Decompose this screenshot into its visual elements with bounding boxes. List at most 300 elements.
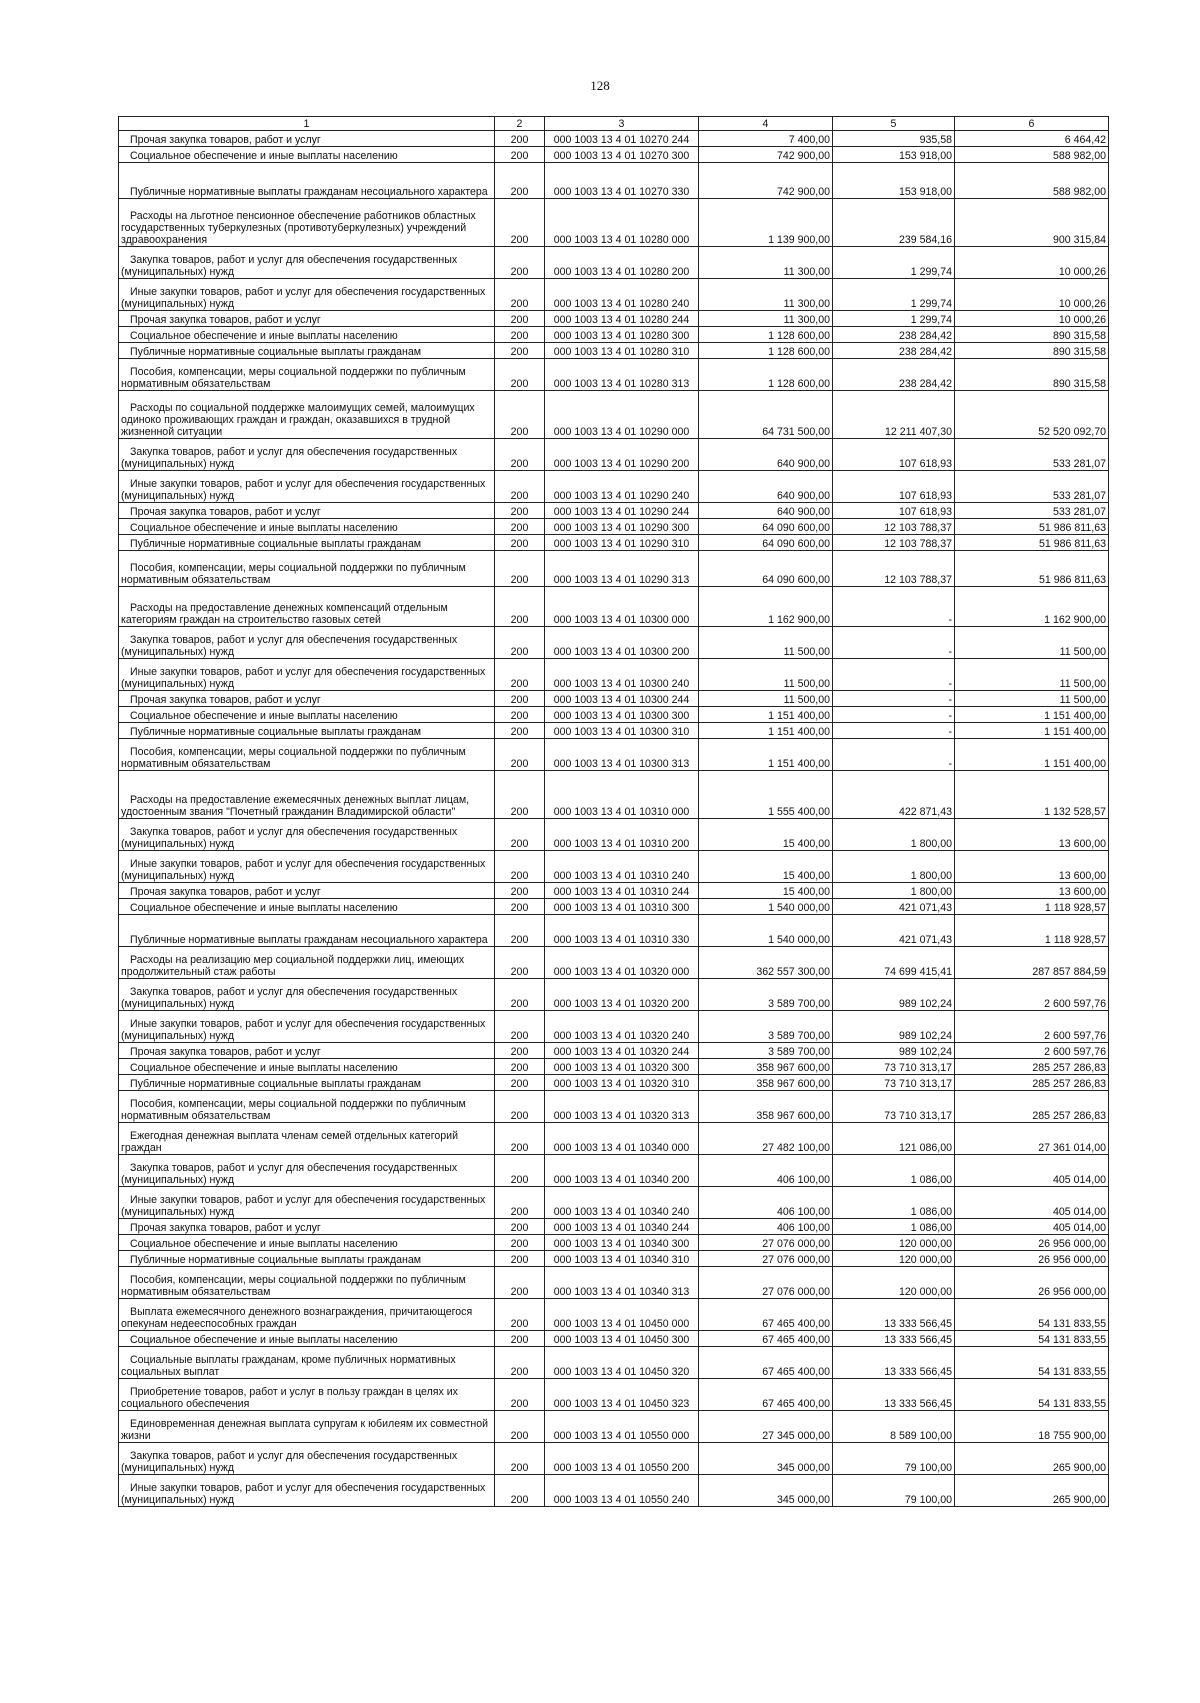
expense-name-cell xyxy=(119,883,495,899)
approved-amount-cell: 11 300,00 xyxy=(699,247,833,279)
table-row xyxy=(119,1331,1109,1347)
remaining-amount-cell: 54 131 833,55 xyxy=(955,1347,1109,1379)
line-code-cell: 200 xyxy=(495,1443,545,1475)
expense-name-text: Иные закупки товаров, работ и услуг для обеспечения государственных (муниципальных) нужд xyxy=(121,858,486,882)
remaining-amount-cell: 265 900,00 xyxy=(955,1475,1109,1507)
line-code-cell: 200 xyxy=(495,587,545,627)
remaining-amount-cell: 54 131 833,55 xyxy=(955,1299,1109,1331)
table-row xyxy=(119,707,1109,723)
approved-amount-cell: 345 000,00 xyxy=(699,1475,833,1507)
table-row xyxy=(119,503,1109,519)
expense-name-cell xyxy=(119,707,495,723)
page-number: 128 xyxy=(590,78,610,93)
line-code-cell: 200 xyxy=(495,627,545,659)
table-row xyxy=(119,279,1109,311)
expense-name-cell xyxy=(119,691,495,707)
expense-name-text: Расходы на предоставление денежных компенсаций отдельным категориям граждан на строительство газовых сетей xyxy=(121,602,448,626)
executed-amount-cell: 935,58 xyxy=(833,131,955,147)
line-code-cell: 200 xyxy=(495,899,545,915)
budget-classification-code-cell: 000 1003 13 4 01 10290 244 xyxy=(545,503,699,519)
approved-amount-cell: 1 540 000,00 xyxy=(699,915,833,947)
expense-name-cell xyxy=(119,627,495,659)
table-row xyxy=(119,691,1109,707)
remaining-amount-cell: 1 151 400,00 xyxy=(955,707,1109,723)
executed-amount-cell: 120 000,00 xyxy=(833,1267,955,1299)
table-row xyxy=(119,327,1109,343)
expense-name-cell xyxy=(119,1235,495,1251)
budget-classification-code-cell: 000 1003 13 4 01 10270 330 xyxy=(545,163,699,199)
approved-amount-cell: 345 000,00 xyxy=(699,1443,833,1475)
expense-name-cell xyxy=(119,343,495,359)
table-row xyxy=(119,131,1109,147)
executed-amount-cell: 107 618,93 xyxy=(833,439,955,471)
expense-name-cell xyxy=(119,1347,495,1379)
executed-amount-cell: 73 710 313,17 xyxy=(833,1091,955,1123)
approved-amount-cell: 1 139 900,00 xyxy=(699,199,833,247)
remaining-amount-cell: 405 014,00 xyxy=(955,1155,1109,1187)
executed-amount-cell: 1 800,00 xyxy=(833,851,955,883)
line-code-cell: 200 xyxy=(495,1235,545,1251)
remaining-amount-cell: 405 014,00 xyxy=(955,1187,1109,1219)
line-code-cell: 200 xyxy=(495,1267,545,1299)
table-row xyxy=(119,1475,1109,1507)
table-row xyxy=(119,1251,1109,1267)
expense-name-cell xyxy=(119,147,495,163)
line-code-cell: 200 xyxy=(495,471,545,503)
remaining-amount-cell: 51 986 811,63 xyxy=(955,535,1109,551)
executed-amount-cell: - xyxy=(833,587,955,627)
column-header-6: 6 xyxy=(955,117,1109,131)
remaining-amount-cell: 10 000,26 xyxy=(955,247,1109,279)
expense-name-cell xyxy=(119,1155,495,1187)
executed-amount-cell: 239 584,16 xyxy=(833,199,955,247)
line-code-cell: 200 xyxy=(495,1059,545,1075)
table-row xyxy=(119,723,1109,739)
line-code-cell: 200 xyxy=(495,327,545,343)
budget-classification-code-cell: 000 1003 13 4 01 10340 244 xyxy=(545,1219,699,1235)
table-row xyxy=(119,1411,1109,1443)
budget-classification-code-cell: 000 1003 13 4 01 10290 300 xyxy=(545,519,699,535)
budget-classification-code-cell: 000 1003 13 4 01 10550 000 xyxy=(545,1411,699,1443)
budget-classification-code-cell: 000 1003 13 4 01 10550 240 xyxy=(545,1475,699,1507)
executed-amount-cell: 1 086,00 xyxy=(833,1187,955,1219)
table-row xyxy=(119,899,1109,915)
approved-amount-cell: 7 400,00 xyxy=(699,131,833,147)
executed-amount-cell: - xyxy=(833,659,955,691)
table-row xyxy=(119,359,1109,391)
table-row xyxy=(119,439,1109,471)
budget-classification-code-cell: 000 1003 13 4 01 10550 200 xyxy=(545,1443,699,1475)
expense-name-cell xyxy=(119,327,495,343)
budget-classification-code-cell: 000 1003 13 4 01 10290 313 xyxy=(545,551,699,587)
executed-amount-cell: 1 299,74 xyxy=(833,279,955,311)
table-row xyxy=(119,819,1109,851)
line-code-cell: 200 xyxy=(495,659,545,691)
table-row xyxy=(119,1299,1109,1331)
remaining-amount-cell: 54 131 833,55 xyxy=(955,1331,1109,1347)
budget-classification-code-cell: 000 1003 13 4 01 10340 000 xyxy=(545,1123,699,1155)
expense-name-text: Расходы на льготное пенсионное обеспечение работников областных государственных туберкулезных (противотуберкулезных) учреждений здравоохранения xyxy=(121,210,476,246)
remaining-amount-cell: 11 500,00 xyxy=(955,659,1109,691)
approved-amount-cell: 11 300,00 xyxy=(699,279,833,311)
remaining-amount-cell: 51 986 811,63 xyxy=(955,519,1109,535)
budget-classification-code-cell: 000 1003 13 4 01 10340 300 xyxy=(545,1235,699,1251)
line-code-cell: 200 xyxy=(495,163,545,199)
executed-amount-cell: 107 618,93 xyxy=(833,471,955,503)
remaining-amount-cell: 54 131 833,55 xyxy=(955,1379,1109,1411)
expense-name-cell xyxy=(119,279,495,311)
expense-name-text: Выплата ежемесячного денежного вознаграждения, причитающегося опекунам недееспособных граждан xyxy=(121,1306,473,1330)
table-row xyxy=(119,1443,1109,1475)
budget-classification-code-cell: 000 1003 13 4 01 10320 000 xyxy=(545,947,699,979)
budget-classification-code-cell: 000 1003 13 4 01 10270 300 xyxy=(545,147,699,163)
executed-amount-cell: 13 333 566,45 xyxy=(833,1379,955,1411)
line-code-cell: 200 xyxy=(495,707,545,723)
budget-classification-code-cell: 000 1003 13 4 01 10270 244 xyxy=(545,131,699,147)
approved-amount-cell: 742 900,00 xyxy=(699,147,833,163)
expense-name-cell xyxy=(119,391,495,439)
expense-name-text: Прочая закупка товаров, работ и услуг xyxy=(130,506,321,518)
expense-name-cell xyxy=(119,1379,495,1411)
table-row xyxy=(119,535,1109,551)
expense-name-text: Социальное обеспечение и иные выплаты населению xyxy=(130,902,398,914)
expense-name-cell xyxy=(119,199,495,247)
executed-amount-cell: 73 710 313,17 xyxy=(833,1059,955,1075)
budget-classification-code-cell: 000 1003 13 4 01 10450 300 xyxy=(545,1331,699,1347)
budget-classification-code-cell: 000 1003 13 4 01 10310 000 xyxy=(545,771,699,819)
expense-name-cell xyxy=(119,1075,495,1091)
line-code-cell: 200 xyxy=(495,979,545,1011)
expense-name-text: Иные закупки товаров, работ и услуг для обеспечения государственных (муниципальных) нужд xyxy=(121,478,486,502)
expense-name-text: Прочая закупка товаров, работ и услуг xyxy=(130,314,321,326)
executed-amount-cell: 238 284,42 xyxy=(833,359,955,391)
budget-classification-code-cell: 000 1003 13 4 01 10340 310 xyxy=(545,1251,699,1267)
remaining-amount-cell: 533 281,07 xyxy=(955,471,1109,503)
budget-classification-code-cell: 000 1003 13 4 01 10340 240 xyxy=(545,1187,699,1219)
expense-name-cell xyxy=(119,899,495,915)
column-header-2: 2 xyxy=(495,117,545,131)
expense-name-cell xyxy=(119,163,495,199)
budget-classification-code-cell: 000 1003 13 4 01 10280 313 xyxy=(545,359,699,391)
budget-classification-code-cell: 000 1003 13 4 01 10300 000 xyxy=(545,587,699,627)
expense-name-cell xyxy=(119,659,495,691)
approved-amount-cell: 67 465 400,00 xyxy=(699,1379,833,1411)
table-row xyxy=(119,1123,1109,1155)
executed-amount-cell: 79 100,00 xyxy=(833,1443,955,1475)
budget-classification-code-cell: 000 1003 13 4 01 10320 244 xyxy=(545,1043,699,1059)
expense-name-text: Закупка товаров, работ и услуг для обеспечения государственных (муниципальных) нужд xyxy=(121,254,458,278)
executed-amount-cell: 1 299,74 xyxy=(833,247,955,279)
expense-name-cell xyxy=(119,1011,495,1043)
budget-classification-code-cell: 000 1003 13 4 01 10320 313 xyxy=(545,1091,699,1123)
expense-name-text: Социальные выплаты гражданам, кроме публичных нормативных социальных выплат xyxy=(121,1354,456,1378)
table-row xyxy=(119,1059,1109,1075)
expense-name-cell xyxy=(119,439,495,471)
expense-name-text: Расходы на реализацию мер социальной поддержки лиц, имеющих продолжительный стаж работы xyxy=(121,954,465,978)
budget-classification-code-cell: 000 1003 13 4 01 10280 200 xyxy=(545,247,699,279)
line-code-cell: 200 xyxy=(495,771,545,819)
expense-name-text: Социальное обеспечение и иные выплаты населению xyxy=(130,1334,398,1346)
column-header-5: 5 xyxy=(833,117,955,131)
expense-name-text: Единовременная денежная выплата супругам к юбилеям их совместной жизни xyxy=(121,1418,489,1442)
line-code-cell: 200 xyxy=(495,1331,545,1347)
approved-amount-cell: 1 540 000,00 xyxy=(699,899,833,915)
approved-amount-cell: 1 128 600,00 xyxy=(699,343,833,359)
column-number-row xyxy=(119,117,1109,131)
expense-name-cell xyxy=(119,1251,495,1267)
approved-amount-cell: 1 128 600,00 xyxy=(699,359,833,391)
table-row xyxy=(119,915,1109,947)
budget-classification-code-cell: 000 1003 13 4 01 10310 300 xyxy=(545,899,699,915)
approved-amount-cell: 1 555 400,00 xyxy=(699,771,833,819)
table-row xyxy=(119,659,1109,691)
executed-amount-cell: 238 284,42 xyxy=(833,327,955,343)
table-row xyxy=(119,471,1109,503)
budget-classification-code-cell: 000 1003 13 4 01 10290 240 xyxy=(545,471,699,503)
approved-amount-cell: 27 482 100,00 xyxy=(699,1123,833,1155)
table-row xyxy=(119,883,1109,899)
line-code-cell: 200 xyxy=(495,883,545,899)
remaining-amount-cell: 287 857 884,59 xyxy=(955,947,1109,979)
executed-amount-cell: 13 333 566,45 xyxy=(833,1347,955,1379)
expense-name-cell xyxy=(119,1267,495,1299)
budget-classification-code-cell: 000 1003 13 4 01 10310 330 xyxy=(545,915,699,947)
table-row xyxy=(119,247,1109,279)
approved-amount-cell: 27 076 000,00 xyxy=(699,1235,833,1251)
remaining-amount-cell: 588 982,00 xyxy=(955,147,1109,163)
executed-amount-cell: 153 918,00 xyxy=(833,163,955,199)
table-row xyxy=(119,1379,1109,1411)
expense-name-cell xyxy=(119,587,495,627)
remaining-amount-cell: 1 118 928,57 xyxy=(955,899,1109,915)
expense-name-text: Пособия, компенсации, меры социальной поддержки по публичным нормативным обязательствам xyxy=(121,746,466,770)
expense-name-cell xyxy=(119,471,495,503)
remaining-amount-cell: 900 315,84 xyxy=(955,199,1109,247)
executed-amount-cell: - xyxy=(833,707,955,723)
expense-name-text: Прочая закупка товаров, работ и услуг xyxy=(130,1222,321,1234)
expense-name-text: Пособия, компенсации, меры социальной поддержки по публичным нормативным обязательствам xyxy=(121,1274,466,1298)
budget-classification-code-cell: 000 1003 13 4 01 10450 323 xyxy=(545,1379,699,1411)
remaining-amount-cell: 2 600 597,76 xyxy=(955,1011,1109,1043)
approved-amount-cell: 27 076 000,00 xyxy=(699,1251,833,1267)
executed-amount-cell: 422 871,43 xyxy=(833,771,955,819)
expense-name-text: Публичные нормативные выплаты гражданам несоциального характера xyxy=(130,186,488,198)
expense-name-cell xyxy=(119,979,495,1011)
executed-amount-cell: 989 102,24 xyxy=(833,1011,955,1043)
expense-name-text: Расходы по социальной поддержке малоимущих семей, малоимущих одиноко проживающих граждан и граждан, оказавшихся в трудной жизненной ситуации xyxy=(121,402,475,438)
approved-amount-cell: 27 076 000,00 xyxy=(699,1267,833,1299)
line-code-cell: 200 xyxy=(495,503,545,519)
line-code-cell: 200 xyxy=(495,947,545,979)
expense-name-cell xyxy=(119,739,495,771)
line-code-cell: 200 xyxy=(495,1475,545,1507)
executed-amount-cell: - xyxy=(833,739,955,771)
table-row xyxy=(119,587,1109,627)
table-row xyxy=(119,1219,1109,1235)
expense-name-cell xyxy=(119,947,495,979)
budget-classification-code-cell: 000 1003 13 4 01 10320 310 xyxy=(545,1075,699,1091)
executed-amount-cell: 120 000,00 xyxy=(833,1251,955,1267)
remaining-amount-cell: 13 600,00 xyxy=(955,851,1109,883)
line-code-cell: 200 xyxy=(495,199,545,247)
expense-name-text: Публичные нормативные социальные выплаты гражданам xyxy=(130,726,422,738)
approved-amount-cell: 11 500,00 xyxy=(699,691,833,707)
line-code-cell: 200 xyxy=(495,535,545,551)
executed-amount-cell: 421 071,43 xyxy=(833,899,955,915)
executed-amount-cell: 12 103 788,37 xyxy=(833,519,955,535)
column-header-1: 1 xyxy=(119,117,495,131)
line-code-cell: 200 xyxy=(495,1347,545,1379)
table-row xyxy=(119,551,1109,587)
expense-name-cell xyxy=(119,503,495,519)
expense-name-text: Иные закупки товаров, работ и услуг для обеспечения государственных (муниципальных) нужд xyxy=(121,1482,486,1506)
budget-table xyxy=(118,116,1109,1507)
expense-name-text: Публичные нормативные социальные выплаты гражданам xyxy=(130,346,422,358)
expense-name-text: Иные закупки товаров, работ и услуг для обеспечения государственных (муниципальных) нужд xyxy=(121,666,486,690)
executed-amount-cell: 989 102,24 xyxy=(833,1043,955,1059)
table-row xyxy=(119,199,1109,247)
remaining-amount-cell: 405 014,00 xyxy=(955,1219,1109,1235)
line-code-cell: 200 xyxy=(495,519,545,535)
approved-amount-cell: 11 300,00 xyxy=(699,311,833,327)
budget-classification-code-cell: 000 1003 13 4 01 10280 244 xyxy=(545,311,699,327)
executed-amount-cell: 421 071,43 xyxy=(833,915,955,947)
budget-classification-code-cell: 000 1003 13 4 01 10300 313 xyxy=(545,739,699,771)
expense-name-cell xyxy=(119,851,495,883)
approved-amount-cell: 11 500,00 xyxy=(699,659,833,691)
table-row xyxy=(119,1187,1109,1219)
executed-amount-cell: 1 299,74 xyxy=(833,311,955,327)
remaining-amount-cell: 1 151 400,00 xyxy=(955,739,1109,771)
line-code-cell: 200 xyxy=(495,1043,545,1059)
remaining-amount-cell: 27 361 014,00 xyxy=(955,1123,1109,1155)
budget-classification-code-cell: 000 1003 13 4 01 10300 200 xyxy=(545,627,699,659)
expense-name-cell xyxy=(119,1059,495,1075)
expense-name-text: Закупка товаров, работ и услуг для обеспечения государственных (муниципальных) нужд xyxy=(121,986,458,1010)
expense-name-text: Прочая закупка товаров, работ и услуг xyxy=(130,134,321,146)
line-code-cell: 200 xyxy=(495,1187,545,1219)
expense-name-text: Социальное обеспечение и иные выплаты населению xyxy=(130,522,398,534)
budget-classification-code-cell: 000 1003 13 4 01 10320 300 xyxy=(545,1059,699,1075)
executed-amount-cell: - xyxy=(833,723,955,739)
remaining-amount-cell: 588 982,00 xyxy=(955,163,1109,199)
executed-amount-cell: 989 102,24 xyxy=(833,979,955,1011)
executed-amount-cell: 12 211 407,30 xyxy=(833,391,955,439)
expense-name-cell xyxy=(119,1187,495,1219)
table-row xyxy=(119,771,1109,819)
expense-name-text: Прочая закупка товаров, работ и услуг xyxy=(130,886,321,898)
remaining-amount-cell: 1 132 528,57 xyxy=(955,771,1109,819)
line-code-cell: 200 xyxy=(495,439,545,471)
expense-name-text: Пособия, компенсации, меры социальной поддержки по публичным нормативным обязательствам xyxy=(121,366,466,390)
line-code-cell: 200 xyxy=(495,247,545,279)
approved-amount-cell: 358 967 600,00 xyxy=(699,1091,833,1123)
approved-amount-cell: 15 400,00 xyxy=(699,851,833,883)
expense-name-cell xyxy=(119,519,495,535)
expense-name-cell xyxy=(119,311,495,327)
approved-amount-cell: 1 151 400,00 xyxy=(699,707,833,723)
table-row xyxy=(119,1011,1109,1043)
budget-classification-code-cell: 000 1003 13 4 01 10280 240 xyxy=(545,279,699,311)
executed-amount-cell: 13 333 566,45 xyxy=(833,1331,955,1347)
expense-name-text: Расходы на предоставление ежемесячных денежных выплат лицам, удостоенным звания "Почетный гражданин Владимирской области" xyxy=(121,794,470,818)
column-header-4: 4 xyxy=(699,117,833,131)
table-row xyxy=(119,1155,1109,1187)
budget-classification-code-cell: 000 1003 13 4 01 10320 200 xyxy=(545,979,699,1011)
line-code-cell: 200 xyxy=(495,1219,545,1235)
expense-name-cell xyxy=(119,819,495,851)
approved-amount-cell: 406 100,00 xyxy=(699,1219,833,1235)
table-row xyxy=(119,1235,1109,1251)
table-row xyxy=(119,627,1109,659)
expense-name-text: Публичные нормативные социальные выплаты гражданам xyxy=(130,538,422,550)
expense-name-text: Прочая закупка товаров, работ и услуг xyxy=(130,694,321,706)
remaining-amount-cell: 2 600 597,76 xyxy=(955,979,1109,1011)
budget-classification-code-cell: 000 1003 13 4 01 10340 313 xyxy=(545,1267,699,1299)
executed-amount-cell: 13 333 566,45 xyxy=(833,1299,955,1331)
remaining-amount-cell: 51 986 811,63 xyxy=(955,551,1109,587)
budget-classification-code-cell: 000 1003 13 4 01 10290 200 xyxy=(545,439,699,471)
approved-amount-cell: 27 345 000,00 xyxy=(699,1411,833,1443)
executed-amount-cell: 107 618,93 xyxy=(833,503,955,519)
budget-classification-code-cell: 000 1003 13 4 01 10280 310 xyxy=(545,343,699,359)
approved-amount-cell: 67 465 400,00 xyxy=(699,1347,833,1379)
executed-amount-cell: 74 699 415,41 xyxy=(833,947,955,979)
remaining-amount-cell: 11 500,00 xyxy=(955,627,1109,659)
line-code-cell: 200 xyxy=(495,1123,545,1155)
table-row xyxy=(119,147,1109,163)
remaining-amount-cell: 10 000,26 xyxy=(955,311,1109,327)
expense-name-text: Социальное обеспечение и иные выплаты населению xyxy=(130,1238,398,1250)
approved-amount-cell: 1 151 400,00 xyxy=(699,723,833,739)
column-header-3: 3 xyxy=(545,117,699,131)
expense-name-cell xyxy=(119,131,495,147)
expense-name-cell xyxy=(119,1411,495,1443)
approved-amount-cell: 64 731 500,00 xyxy=(699,391,833,439)
budget-classification-code-cell: 000 1003 13 4 01 10280 000 xyxy=(545,199,699,247)
expense-name-cell xyxy=(119,359,495,391)
table-row xyxy=(119,343,1109,359)
approved-amount-cell: 640 900,00 xyxy=(699,503,833,519)
budget-classification-code-cell: 000 1003 13 4 01 10320 240 xyxy=(545,1011,699,1043)
executed-amount-cell: - xyxy=(833,691,955,707)
expense-name-cell xyxy=(119,723,495,739)
line-code-cell: 200 xyxy=(495,279,545,311)
approved-amount-cell: 1 162 900,00 xyxy=(699,587,833,627)
remaining-amount-cell: 285 257 286,83 xyxy=(955,1075,1109,1091)
approved-amount-cell: 3 589 700,00 xyxy=(699,1043,833,1059)
line-code-cell: 200 xyxy=(495,819,545,851)
executed-amount-cell: 120 000,00 xyxy=(833,1235,955,1251)
executed-amount-cell: 1 086,00 xyxy=(833,1219,955,1235)
line-code-cell: 200 xyxy=(495,343,545,359)
table-row xyxy=(119,851,1109,883)
line-code-cell: 200 xyxy=(495,691,545,707)
approved-amount-cell: 640 900,00 xyxy=(699,471,833,503)
executed-amount-cell: - xyxy=(833,627,955,659)
expense-name-text: Пособия, компенсации, меры социальной поддержки по публичным нормативным обязательствам xyxy=(121,1098,466,1122)
line-code-cell: 200 xyxy=(495,723,545,739)
expense-name-text: Пособия, компенсации, меры социальной поддержки по публичным нормативным обязательствам xyxy=(121,562,466,586)
budget-classification-code-cell: 000 1003 13 4 01 10290 310 xyxy=(545,535,699,551)
remaining-amount-cell: 13 600,00 xyxy=(955,883,1109,899)
budget-classification-code-cell: 000 1003 13 4 01 10300 244 xyxy=(545,691,699,707)
approved-amount-cell: 64 090 600,00 xyxy=(699,519,833,535)
expense-name-text: Закупка товаров, работ и услуг для обеспечения государственных (муниципальных) нужд xyxy=(121,446,458,470)
approved-amount-cell: 15 400,00 xyxy=(699,883,833,899)
executed-amount-cell: 238 284,42 xyxy=(833,343,955,359)
expense-name-cell xyxy=(119,1331,495,1347)
